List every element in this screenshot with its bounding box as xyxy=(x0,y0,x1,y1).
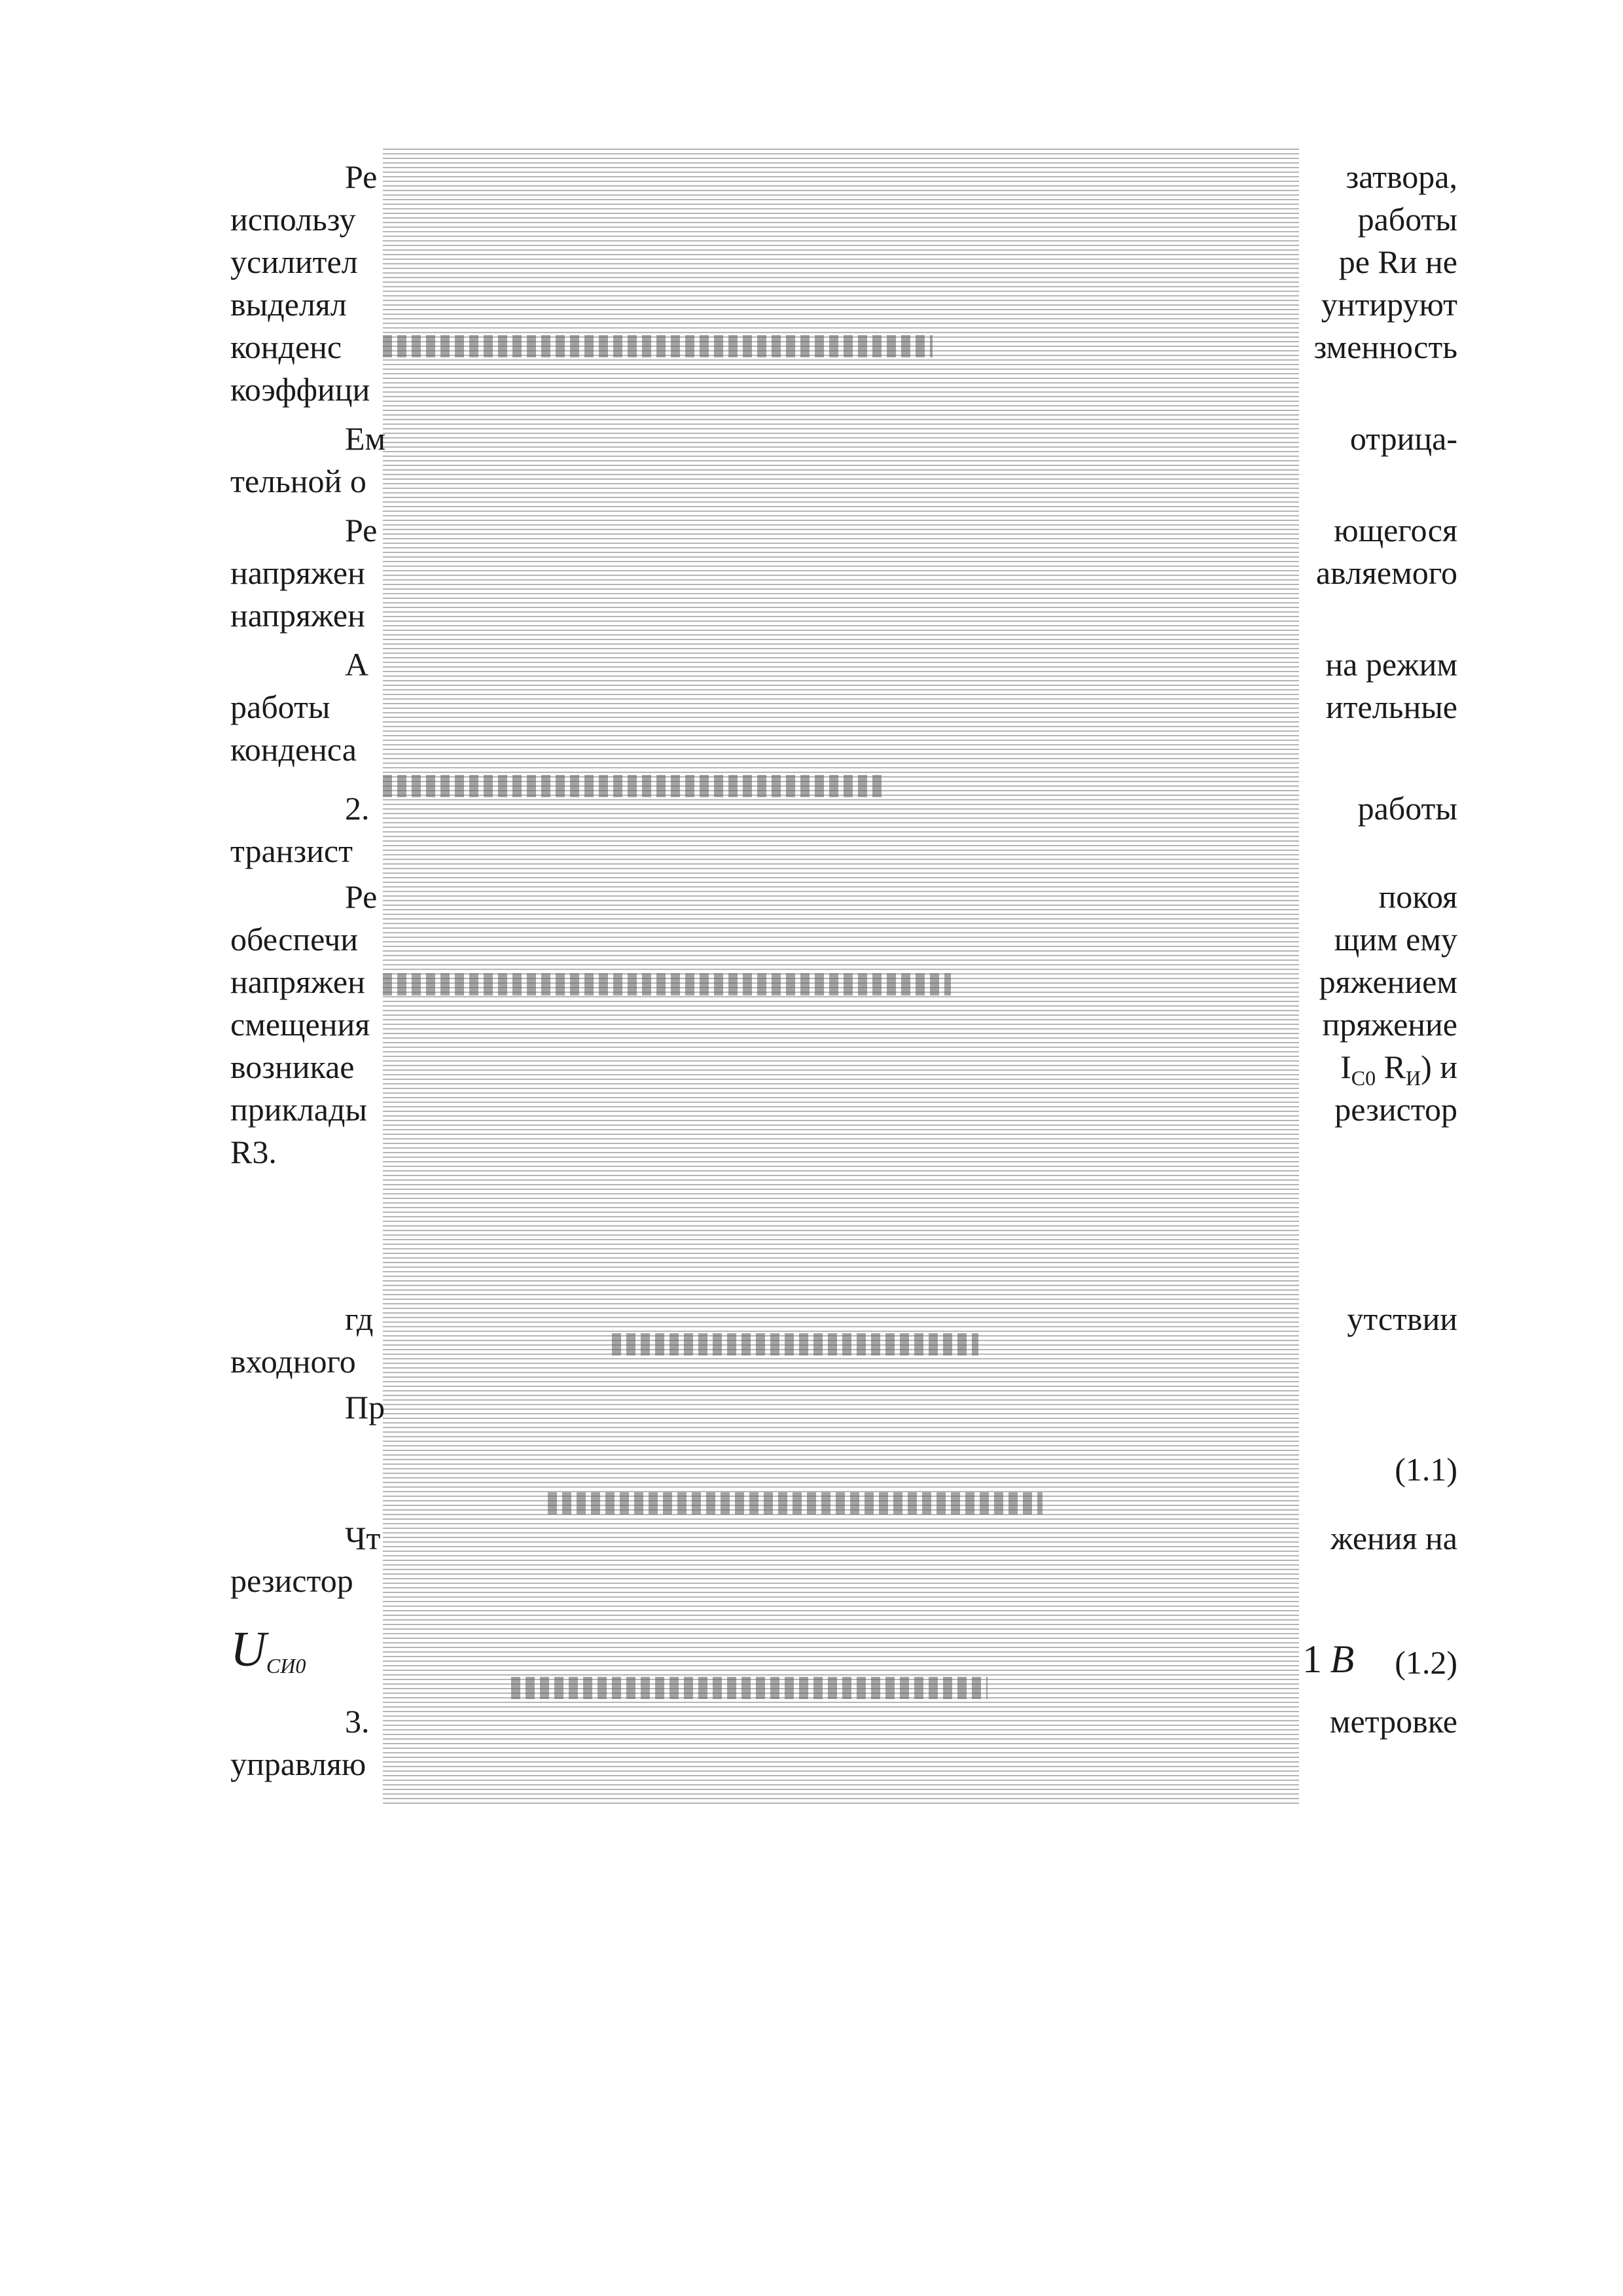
text-line: конденс xyxy=(230,329,342,365)
text-line: ительные xyxy=(1325,689,1457,725)
text-line: А xyxy=(345,646,369,683)
text-line: работы xyxy=(230,689,330,725)
text-line: напряжен xyxy=(230,597,365,634)
text-line: утствии xyxy=(1347,1300,1457,1337)
text-line: зменность xyxy=(1313,329,1457,365)
text-line: Ре xyxy=(345,512,378,548)
text-line: Чт xyxy=(345,1520,381,1556)
text-line: ряжением xyxy=(1319,963,1457,1000)
text-line: транзист xyxy=(230,833,353,869)
symbol-u: U xyxy=(230,1622,266,1677)
text-line: затвора, xyxy=(1346,158,1457,195)
faint-text-line xyxy=(383,335,933,357)
text-line: резистор xyxy=(1334,1091,1457,1128)
text-line: усилител xyxy=(230,243,358,280)
text-line: резистор xyxy=(230,1562,353,1599)
text-line: Ем xyxy=(345,420,386,457)
text-line: возникае xyxy=(230,1049,355,1085)
text-line: 2. xyxy=(345,790,370,827)
text-line: выделял xyxy=(230,286,347,323)
text-line: использу xyxy=(230,201,356,238)
text-line: работы xyxy=(1357,201,1457,238)
text-line: Ре xyxy=(345,158,378,195)
subscript: C0 xyxy=(1351,1066,1376,1090)
text-line: Пр xyxy=(345,1389,385,1426)
subscript: И xyxy=(1405,1066,1421,1090)
faint-text-line xyxy=(548,1492,1043,1515)
text-line: конденса xyxy=(230,731,357,768)
text-line: напряжен xyxy=(230,554,365,591)
text-line: коэффици xyxy=(230,371,370,408)
text-line: обеспечи xyxy=(230,921,359,958)
text-line: R3. xyxy=(230,1134,277,1170)
text-line: щим ему xyxy=(1334,921,1457,958)
faint-text-line xyxy=(383,973,951,996)
faint-text-line xyxy=(383,775,887,797)
text-line: на режим xyxy=(1325,646,1457,683)
value: 1 xyxy=(1302,1638,1322,1681)
text-line: работы xyxy=(1357,790,1457,827)
text-line: тельной о xyxy=(230,463,366,499)
equation-number: (1.1) xyxy=(1395,1451,1457,1488)
redaction-band xyxy=(383,145,1299,1806)
text-tail: ) и xyxy=(1421,1049,1457,1085)
text-line: управляю xyxy=(230,1746,366,1782)
text-line: ющегося xyxy=(1334,512,1457,548)
text-line: Ре xyxy=(345,878,378,915)
subscript: СИ0 xyxy=(266,1654,306,1677)
text-line: гд xyxy=(345,1300,374,1337)
symbol-i: I xyxy=(1340,1049,1351,1085)
text-line: ре Rи не xyxy=(1338,243,1457,280)
text-line: жения на xyxy=(1330,1520,1457,1556)
text-line: пряжение xyxy=(1322,1006,1457,1043)
unit: B xyxy=(1330,1638,1355,1681)
faint-text-line xyxy=(612,1333,978,1355)
equation-number: (1.2) xyxy=(1395,1644,1457,1681)
text-line: авляемого xyxy=(1315,554,1457,591)
equation-rhs xyxy=(1302,1640,1354,1681)
text-line: 3. xyxy=(345,1703,370,1740)
text-line: приклады xyxy=(230,1091,367,1128)
text-line: смещения xyxy=(230,1006,370,1043)
text-line: покоя xyxy=(1378,878,1457,915)
text-line: унтируют xyxy=(1321,286,1457,323)
equation-lhs xyxy=(230,1622,306,1685)
symbol-r: R xyxy=(1376,1049,1406,1085)
text-line: метровке xyxy=(1329,1703,1457,1740)
text-line: напряжен xyxy=(230,963,365,1000)
faint-text-line xyxy=(511,1677,988,1699)
text-line: входного xyxy=(230,1343,356,1380)
text-line: отрица- xyxy=(1349,420,1457,457)
